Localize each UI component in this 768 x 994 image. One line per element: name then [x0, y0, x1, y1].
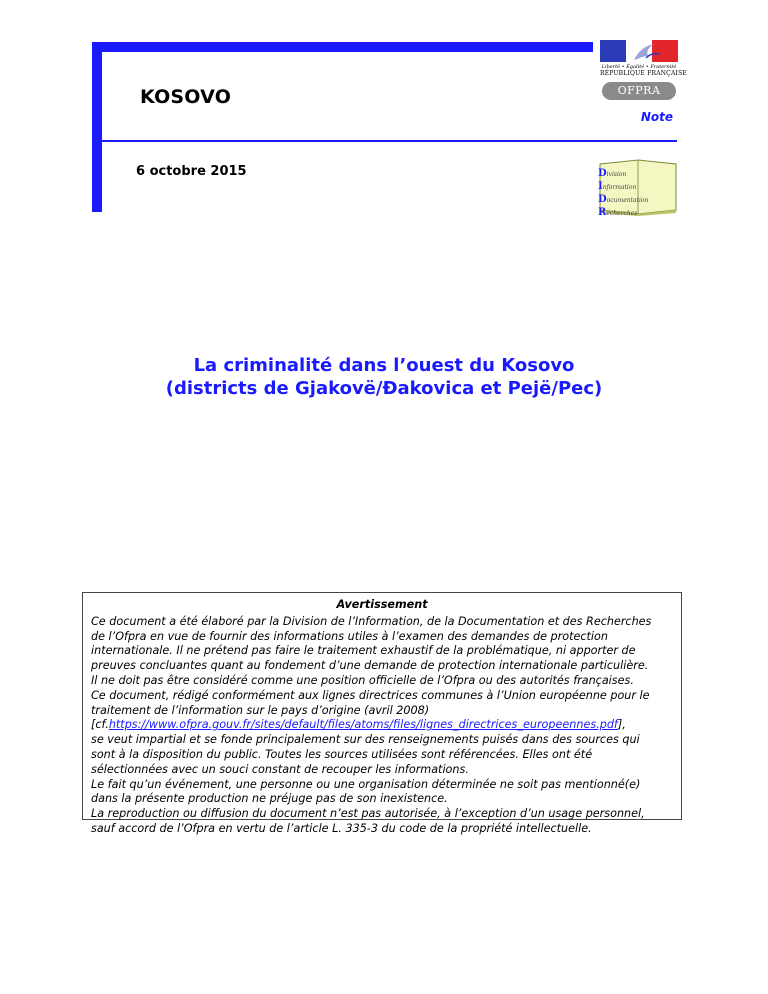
disclaimer-line: de l’Ofpra en vue de fournir des informations utiles à l’examen des demandes de protection — [91, 629, 608, 643]
disclaimer-line: Il ne doit pas être considéré comme une position officielle de l’Ofpra ou des autorités françaises. — [91, 673, 634, 687]
disclaimer-line: preuves concluantes quant au fondement d’une demande de protection internationale particulière. — [91, 659, 649, 673]
header-top-bar — [92, 42, 593, 52]
didr-line: Division — [598, 168, 627, 179]
disclaimer-line: Ce document a été élaboré par la Division de l’Information, de la Documentation et des Recherches — [91, 614, 652, 628]
marianne-icon — [632, 42, 662, 62]
disclaimer-line: se veut impartial et se fonde principalement sur des renseignements puisés dans des sources qui — [91, 733, 640, 747]
ofpra-logo: OFPRA — [602, 82, 676, 100]
disclaimer-line: traitement de l’information sur le pays d’origine (avril 2008) — [91, 703, 430, 717]
didr-logo — [596, 158, 680, 216]
disclaimer-line: Ce document, rédigé conformément aux lignes directrices communes à l’Union européenne pour le — [91, 688, 650, 702]
document-date: 6 octobre 2015 — [136, 164, 247, 179]
guidelines-link[interactable]: https://www.ofpra.gouv.fr/sites/default/files/atoms/files/lignes_directrices_europeennes.pdf — [108, 718, 618, 732]
disclaimer-line: sont à la disposition du public. Toutes les sources utilisées sont référencées. Elles ont été — [91, 747, 593, 761]
disclaimer-line: La reproduction ou diffusion du document n’est pas autorisée, à l’exception d’un usage personnel, — [91, 807, 645, 821]
didr-line: Documentation — [598, 194, 649, 205]
disclaimer-box — [82, 592, 682, 835]
republic-name: RÉPUBLIQUE FRANÇAISE — [600, 70, 687, 77]
note-label: Note — [640, 110, 673, 124]
disclaimer-link-line: [cf.https://www.ofpra.gouv.fr/sites/default/files/atoms/files/lignes_directrices_europeennes.pdf], — [91, 718, 626, 732]
didr-line: Information — [598, 181, 637, 192]
header-divider — [102, 140, 677, 142]
disclaimer-line: sélectionnées avec un souci constant de recouper les informations. — [91, 762, 469, 776]
document-title — [0, 354, 768, 400]
header-left-bar — [92, 42, 102, 212]
disclaimer-line: dans la présente production ne préjuge pas de son inexistence. — [91, 792, 448, 806]
disclaimer-line: internationale. Il ne prétend pas faire le traitement exhaustif de la problématique, ni apporter de — [91, 644, 636, 658]
republic-motto: Liberté • Égalité • Fraternité — [601, 64, 677, 70]
didr-line: Recherches — [598, 207, 638, 218]
disclaimer-heading: Avertissement — [336, 598, 428, 611]
disclaimer-line: sauf accord de l’Ofpra en vertu de l’article L. 335-3 du code de la propriété intellectuelle. — [91, 821, 592, 835]
disclaimer-line: Le fait qu’un événement, une personne ou une organisation déterminée ne soit pas mentionné(e) — [91, 777, 641, 791]
tricolor-flag — [600, 40, 678, 62]
country-title: KOSOVO — [140, 86, 232, 108]
title-line-2: (districts de Gjakovë/Đakovica et Pejë/Pec) — [165, 378, 603, 399]
title-line-1: La criminalité dans l’ouest du Kosovo — [193, 355, 575, 376]
